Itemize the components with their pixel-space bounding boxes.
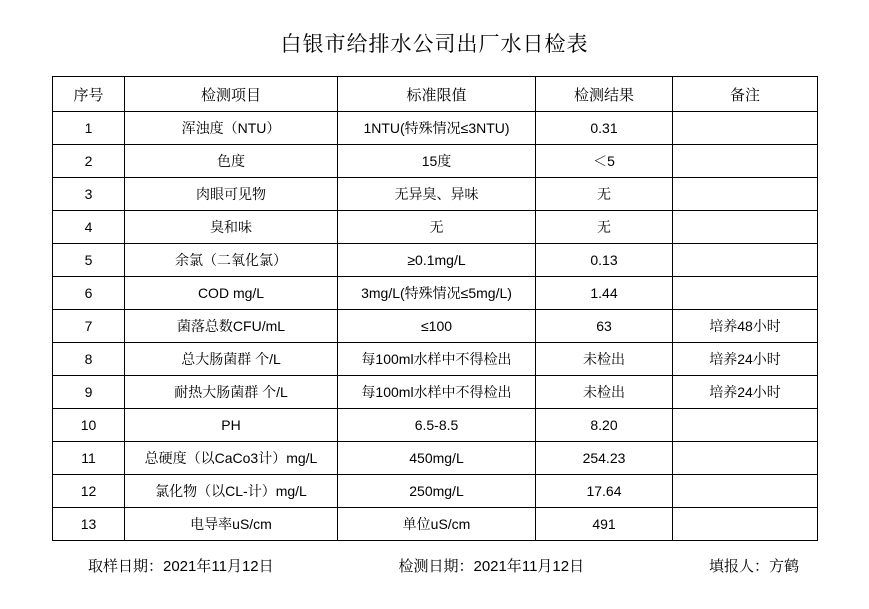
- reporter: 填报人：方鹤: [708, 558, 799, 575]
- cell-item: 电导率uS/cm: [125, 508, 338, 541]
- table-row: [53, 244, 818, 277]
- cell-no: 3: [53, 178, 125, 211]
- cell-no: 12: [53, 475, 125, 508]
- cell-no: 8: [53, 343, 125, 376]
- cell-std: 3mg/L(特殊情况≤5mg/L): [338, 277, 536, 310]
- cell-result: 无: [536, 211, 673, 244]
- column-header-no: 序号: [53, 77, 125, 112]
- cell-std: 6.5-8.5: [338, 409, 536, 442]
- cell-result: ＜5: [536, 145, 673, 178]
- table-row: [53, 376, 818, 409]
- table-row: [53, 277, 818, 310]
- cell-std: 450mg/L: [338, 442, 536, 475]
- cell-item: 氯化物（以CL-计）mg/L: [125, 475, 338, 508]
- cell-std: 250mg/L: [338, 475, 536, 508]
- cell-item: 肉眼可见物: [125, 178, 338, 211]
- cell-item: 菌落总数CFU/mL: [125, 310, 338, 343]
- cell-item: 浑浊度（NTU）: [125, 112, 338, 145]
- table-row: [53, 442, 818, 475]
- water-inspection-table: [52, 76, 818, 541]
- table-body: [53, 112, 818, 541]
- cell-item: COD mg/L: [125, 277, 338, 310]
- cell-item: 总大肠菌群 个/L: [125, 343, 338, 376]
- cell-result: 254.23: [536, 442, 673, 475]
- cell-std: 单位uS/cm: [338, 508, 536, 541]
- cell-note: 培养24小时: [673, 376, 818, 409]
- column-header-result: 检测结果: [536, 77, 673, 112]
- cell-note: [673, 145, 818, 178]
- cell-item: PH: [125, 409, 338, 442]
- cell-result: 0.13: [536, 244, 673, 277]
- cell-std: ≤100: [338, 310, 536, 343]
- table-row: [53, 178, 818, 211]
- cell-no: 13: [53, 508, 125, 541]
- cell-item: 余氯（二氧化氯）: [125, 244, 338, 277]
- cell-result: 未检出: [536, 376, 673, 409]
- page-title: 白银市给排水公司出厂水日检表: [280, 32, 589, 56]
- cell-note: [673, 277, 818, 310]
- cell-std: 无异臭、异味: [338, 178, 536, 211]
- table-row: [53, 475, 818, 508]
- table-header-row: [53, 77, 818, 112]
- cell-no: 5: [53, 244, 125, 277]
- cell-note: [673, 409, 818, 442]
- cell-note: 培养48小时: [673, 310, 818, 343]
- cell-std: 1NTU(特殊情况≤3NTU): [338, 112, 536, 145]
- cell-result: 8.20: [536, 409, 673, 442]
- cell-note: [673, 508, 818, 541]
- cell-std: 15度: [338, 145, 536, 178]
- table-row: [53, 343, 818, 376]
- cell-result: 未检出: [536, 343, 673, 376]
- table-row: [53, 211, 818, 244]
- cell-item: 总硬度（以CaCo3计）mg/L: [125, 442, 338, 475]
- cell-std: ≥0.1mg/L: [338, 244, 536, 277]
- table-row: [53, 310, 818, 343]
- cell-result: 17.64: [536, 475, 673, 508]
- cell-note: [673, 211, 818, 244]
- table-row: [53, 145, 818, 178]
- table-container: [0, 76, 869, 541]
- cell-no: 11: [53, 442, 125, 475]
- cell-item: 臭和味: [125, 211, 338, 244]
- table-row: [53, 409, 818, 442]
- cell-no: 9: [53, 376, 125, 409]
- cell-note: [673, 475, 818, 508]
- cell-item: 色度: [125, 145, 338, 178]
- cell-no: 1: [53, 112, 125, 145]
- cell-no: 7: [53, 310, 125, 343]
- column-header-note: 备注: [673, 77, 818, 112]
- cell-result: 无: [536, 178, 673, 211]
- footer: [0, 541, 869, 576]
- cell-result: 0.31: [536, 112, 673, 145]
- cell-no: 10: [53, 409, 125, 442]
- cell-result: 491: [536, 508, 673, 541]
- cell-no: 4: [53, 211, 125, 244]
- cell-note: [673, 244, 818, 277]
- cell-std: 每100ml水样中不得检出: [338, 343, 536, 376]
- cell-note: [673, 178, 818, 211]
- cell-result: 1.44: [536, 277, 673, 310]
- cell-note: [673, 442, 818, 475]
- cell-no: 2: [53, 145, 125, 178]
- cell-result: 63: [536, 310, 673, 343]
- test-date: 检测日期：2021年11月12日: [398, 558, 585, 575]
- cell-note: [673, 112, 818, 145]
- cell-std: 每100ml水样中不得检出: [338, 376, 536, 409]
- cell-note: 培养24小时: [673, 343, 818, 376]
- table-header: [53, 77, 818, 112]
- cell-std: 无: [338, 211, 536, 244]
- table-row: [53, 508, 818, 541]
- column-header-item: 检测项目: [125, 77, 338, 112]
- sampling-date: 取样日期：2021年11月12日: [88, 558, 274, 575]
- table-row: [53, 112, 818, 145]
- cell-item: 耐热大肠菌群 个/L: [125, 376, 338, 409]
- cell-no: 6: [53, 277, 125, 310]
- column-header-std: 标准限值: [338, 77, 536, 112]
